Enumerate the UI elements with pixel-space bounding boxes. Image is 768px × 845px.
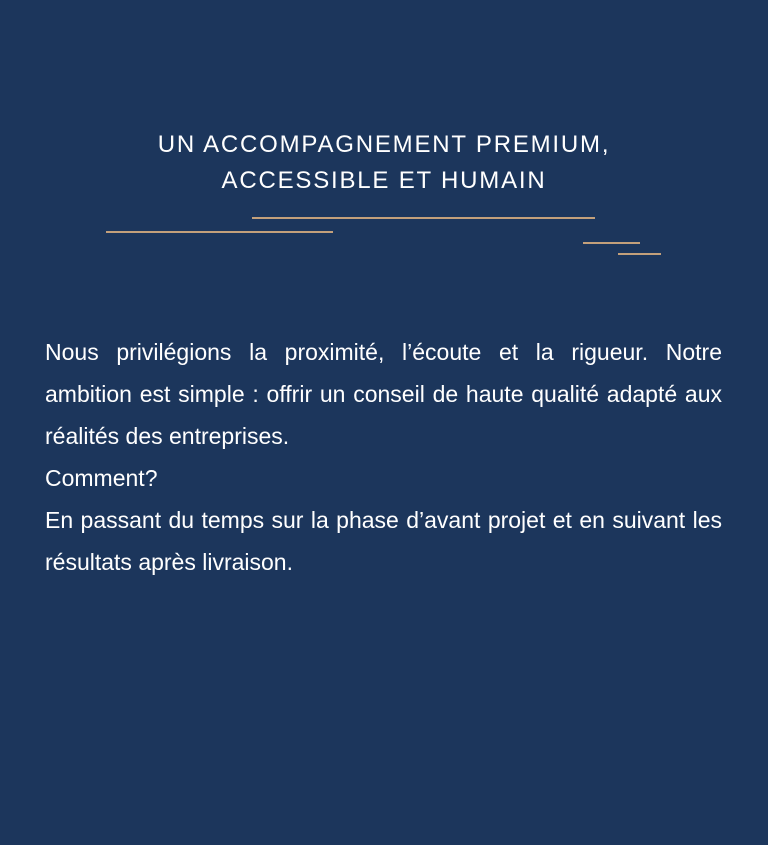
decorative-line <box>106 231 333 233</box>
decorative-line <box>252 217 595 219</box>
question-text: Comment? <box>45 465 158 491</box>
answer-paragraph: En passant du temps sur la phase d’avant projet et en suivant les résultats après livraison. <box>45 507 722 575</box>
section-title-line-2: ACCESSIBLE ET HUMAIN <box>221 167 547 194</box>
decorative-line <box>583 242 640 244</box>
section-title-line-1: UN ACCOMPAGNEMENT PREMIUM, <box>157 131 611 158</box>
description-section <box>45 331 722 583</box>
section-title <box>0 127 768 199</box>
intro-paragraph: Nous privilégions la proximité, l’écoute et la rigueur. Notre ambition est simple : offrir un conseil de haute qualité adapté aux réalités des entreprises. <box>45 339 722 449</box>
decorative-line <box>618 253 661 255</box>
